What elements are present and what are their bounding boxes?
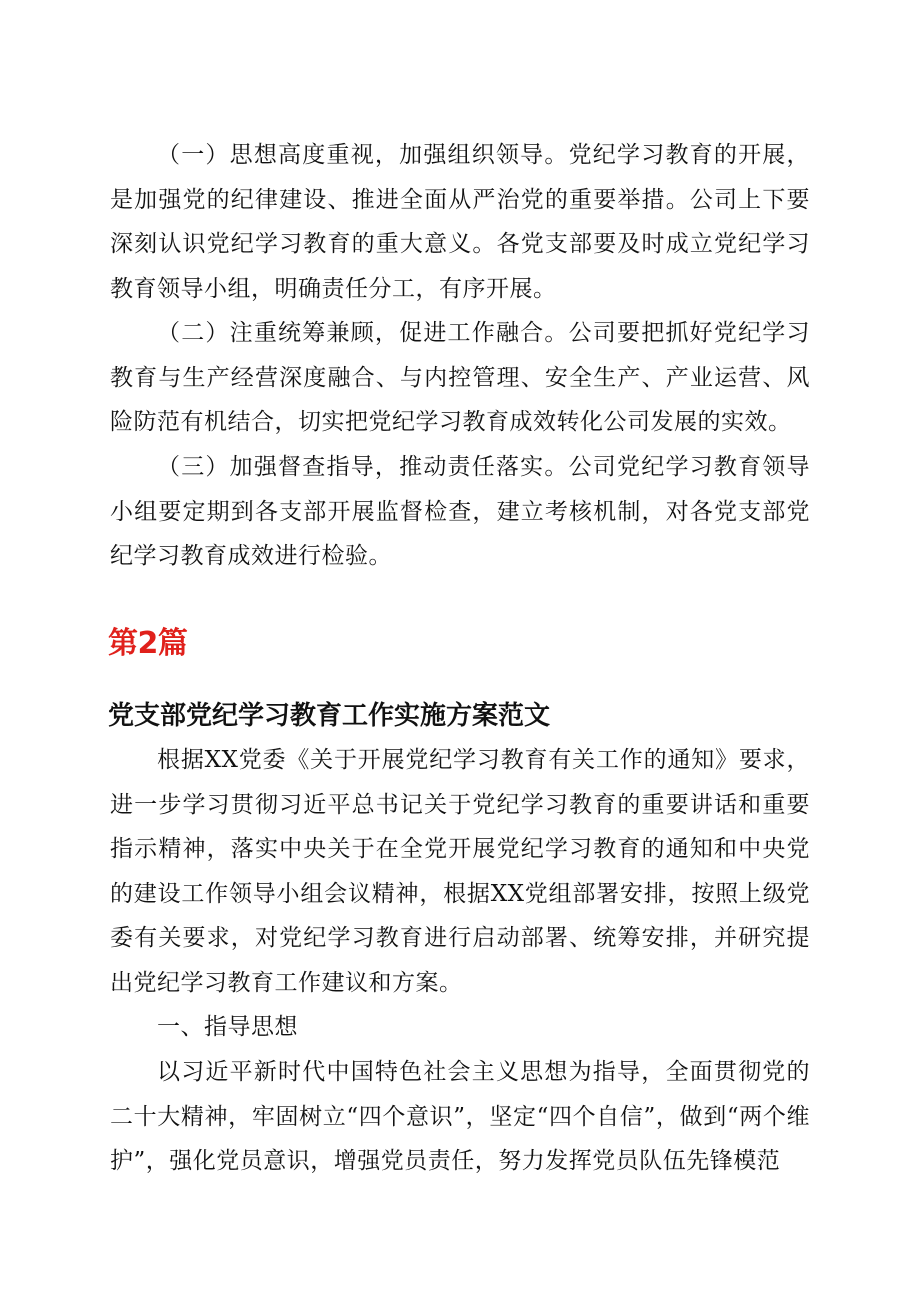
paragraph-organization-leadership: （一）思想高度重视，加强组织领导。党纪学习教育的开展，是加强党的纪律建设、推进全面从严治党的重要举措。公司上下要深刻认识党纪学习教育的重大意义。各党支部要及时成立党纪学习教育领导小组，明确责任分工，有序开展。 — [110, 142, 810, 302]
paragraph-coordination-integration: （二）注重统筹兼顾，促进工作融合。公司要把抓好党纪学习教育与生产经营深度融合、与内控管理、安全生产、产业运营、风险防范有机结合，切实把党纪学习教育成效转化公司发展的实效。 — [110, 320, 810, 435]
intro-paragraph: 根据XX党委《关于开展党纪学习教育有关工作的通知》要求，进一步学习贯彻习近平总书记关于党纪学习教育的重要讲话和重要指示精神，落实中央关于在全党开展党纪学习教育的通知和中央党的建设工作领导小组会议精神，根据XX党组部署安排，按照上级党委有关要求，对党纪学习教育进行启动部署、统筹安排，并研究提出党纪学习教育工作建议和方案。 — [110, 747, 810, 996]
section-heading-guiding-ideology: 一、指导思想 — [157, 1014, 298, 1040]
part-label: 第2篇 — [108, 626, 188, 661]
document-title: 党支部党纪学习教育工作实施方案范文 — [108, 701, 551, 731]
guiding-ideology-paragraph: 以习近平新时代中国特色社会主义思想为指导，全面贯彻党的二十大精神，牢固树立“四个意识”，坚定“四个自信”，做到“两个维护”，强化党员意识，增强党员责任，努力发挥党员队伍先锋模范 — [110, 1059, 810, 1174]
paragraph-supervision-guidance: （三）加强督查指导，推动责任落实。公司党纪学习教育领导小组要定期到各支部开展监督检查，建立考核机制，对各党支部党纪学习教育成效进行检验。 — [110, 454, 810, 569]
